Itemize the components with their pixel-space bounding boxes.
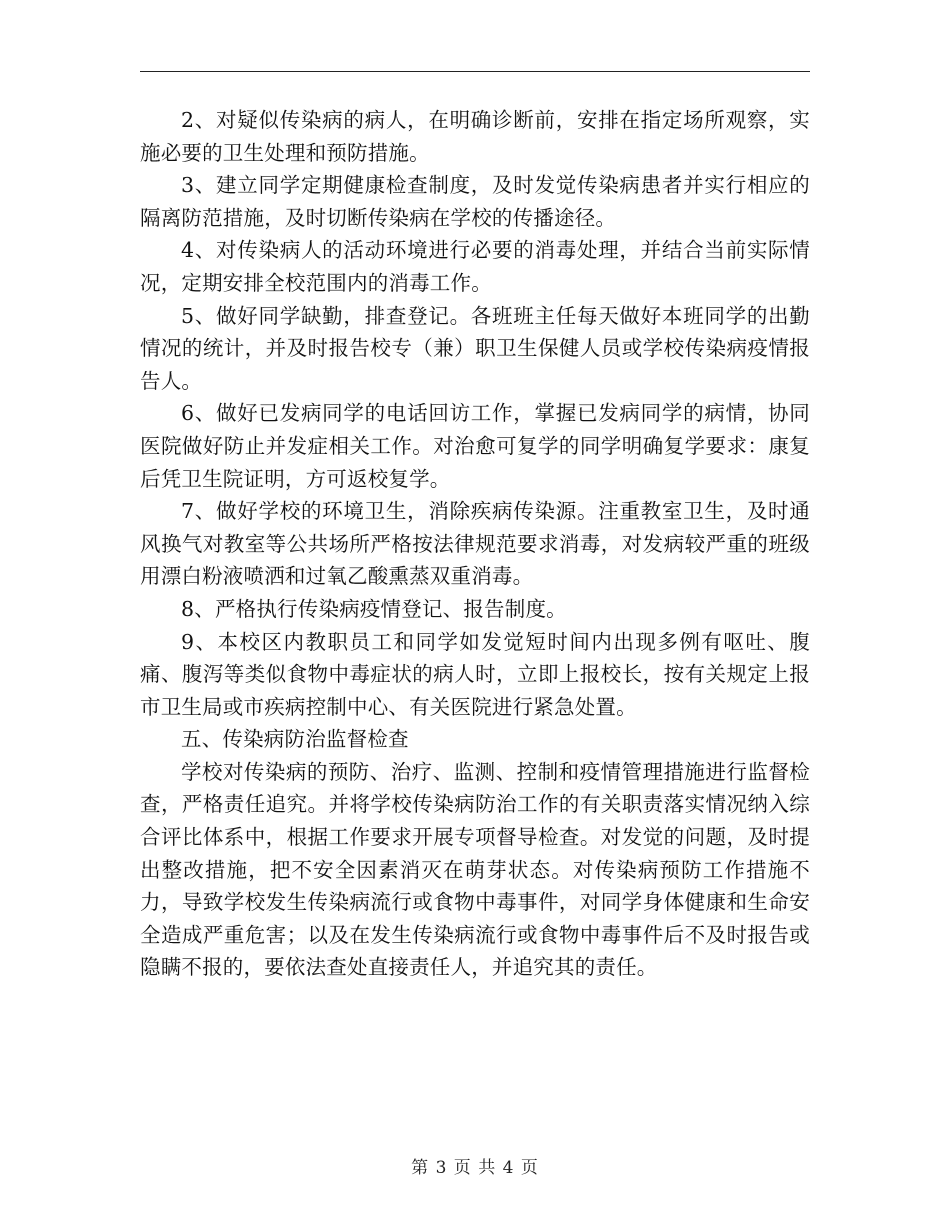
paragraph-item-7: 7、做好学校的环境卫生，消除疾病传染源。注重教室卫生，及时通风换气对教室等公共场所严格按法律规范要求消毒，对发病较严重的班级用漂白粉液喷洒和过氧乙酸熏蒸双重消毒。 — [140, 499, 810, 589]
paragraph-item-6: 6、做好已发病同学的电话回访工作，掌握已发病同学的病情，协同医院做好防止并发症相关工作。对治愈可复学的同学明确复学要求：康复后凭卫生院证明，方可返校复学。 — [140, 401, 810, 491]
paragraph-item-8: 8、严格执行传染病疫情登记、报告制度。 — [181, 596, 567, 621]
document-body — [140, 104, 810, 984]
header-rule — [140, 71, 810, 72]
section-body-paragraph: 学校对传染病的预防、治疗、监测、控制和疫情管理措施进行监督检查，严格责任追究。并将学校传染病防治工作的有关职责落实情况纳入综合评比体系中，根据工作要求开展专项督导检查。对发觉的问题，及时提出整改措施，把不安全因素消灭在萌芽状态。对传染病预防工作措施不力，导致学校发生传染病流行或食物中毒事件，对同学身体健康和生命安全造成严重危害；以及在发生传染病流行或食物中毒事件后不及时报告或隐瞒不报的，要依法查处直接责任人，并追究其的责任。 — [140, 759, 810, 980]
page-footer — [0, 1153, 950, 1178]
paragraph-item-4: 4、对传染病人的活动环境进行必要的消毒处理，并结合当前实际情况，定期安排全校范围内的消毒工作。 — [140, 238, 810, 295]
paragraph-item-5: 5、做好同学缺勤，排查登记。各班班主任每天做好本班同学的出勤情况的统计，并及时报告校专（兼）职卫生保健人员或学校传染病疫情报告人。 — [140, 303, 810, 393]
paragraph-item-3: 3、建立同学定期健康检查制度，及时发觉传染病患者并实行相应的隔离防范措施，及时切断传染病在学校的传播途径。 — [140, 173, 810, 230]
section-heading: 五、传染病防治监督检查 — [181, 727, 409, 752]
page-number-label: 第 3 页 共 4 页 — [411, 1158, 539, 1178]
paragraph-item-9: 9、本校区内教职员工和同学如发觉短时间内出现多例有呕吐、腹痛、腹泻等类似食物中毒症状的病人时，立即上报校长，按有关规定上报市卫生局或市疾病控制中心、有关医院进行紧急处置。 — [140, 629, 810, 719]
paragraph-item-2: 2、对疑似传染病的病人，在明确诊断前，安排在指定场所观察，实施必要的卫生处理和预防措施。 — [140, 108, 810, 165]
